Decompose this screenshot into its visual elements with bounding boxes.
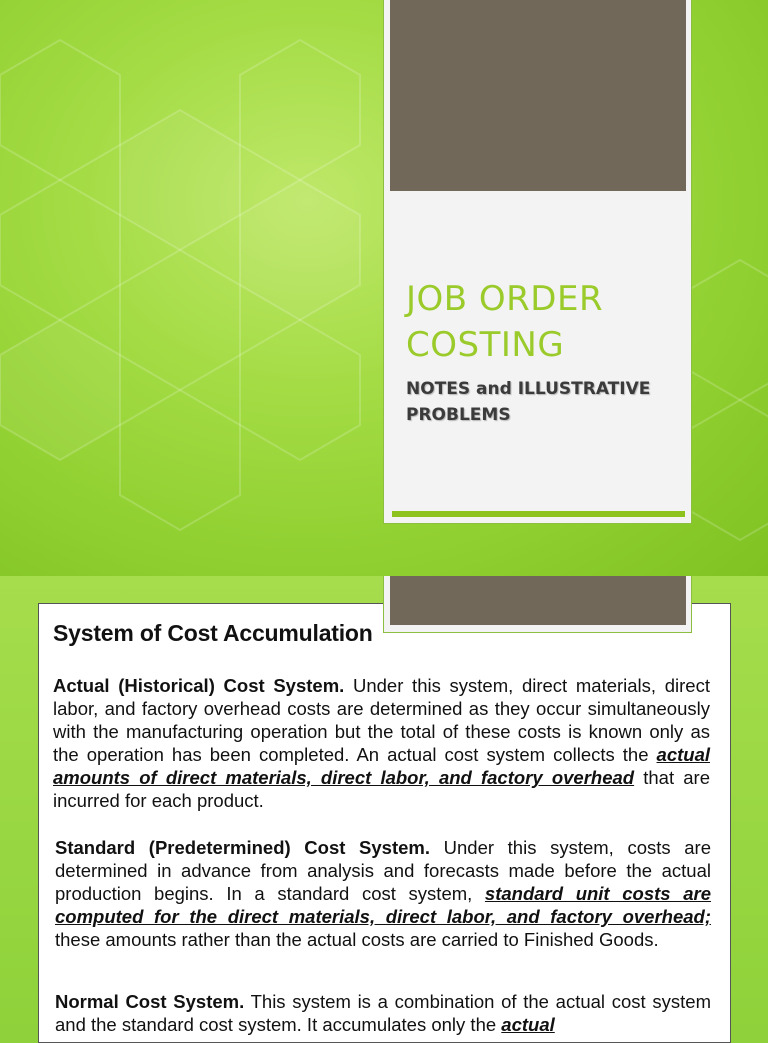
content-slide <box>0 576 768 1035</box>
accent-rule <box>392 511 685 517</box>
content-card-top <box>383 576 692 633</box>
standard-cost-emphasis: standard unit costs are computed for the direct materials, direct labor, and factory overhead; <box>55 883 711 927</box>
actual-cost-emphasis: actual amounts of direct materials, direct labor, and factory overhead <box>53 744 710 788</box>
slide-title: JOB ORDER COSTING <box>406 279 604 365</box>
normal-cost-paragraph: Normal Cost System. This system is a combination of the actual cost system and the standard cost system. It accumulates only the actual <box>55 991 711 1035</box>
document-panel <box>38 603 731 1043</box>
section-heading: System of Cost Accumulation <box>53 620 373 646</box>
standard-cost-paragraph: Standard (Predetermined) Cost System. Under this system, costs are determined in advance from analysis and forecasts made before the actual production begins. In a standard cost system, standard unit costs are computed for the direct materials, direct labor, and factory overhead; these amounts rather than the actual costs are carried to Finished Goods. <box>55 837 711 950</box>
slide-subtitle: NOTES and ILLUSTRATIVE PROBLEMS <box>406 379 651 425</box>
title-card <box>383 0 692 524</box>
normal-cost-term: Normal Cost System. <box>55 991 245 1012</box>
actual-cost-paragraph: Actual (Historical) Cost System. Under this system, direct materials, direct labor, and factory overhead costs are determined as they occur simultaneously with the manufacturing operation but the total of these costs is known only as the operation has been completed. An actual cost system collects the actual amounts of direct materials, direct labor, and factory overhead that are incurred for each product. <box>53 675 710 811</box>
actual-cost-term: Actual (Historical) Cost System. <box>53 675 345 696</box>
title-image-placeholder <box>390 0 686 191</box>
content-image-placeholder <box>390 576 686 625</box>
normal-cost-emphasis: actual <box>501 1014 555 1035</box>
standard-cost-term: Standard (Predetermined) Cost System. <box>55 837 431 858</box>
